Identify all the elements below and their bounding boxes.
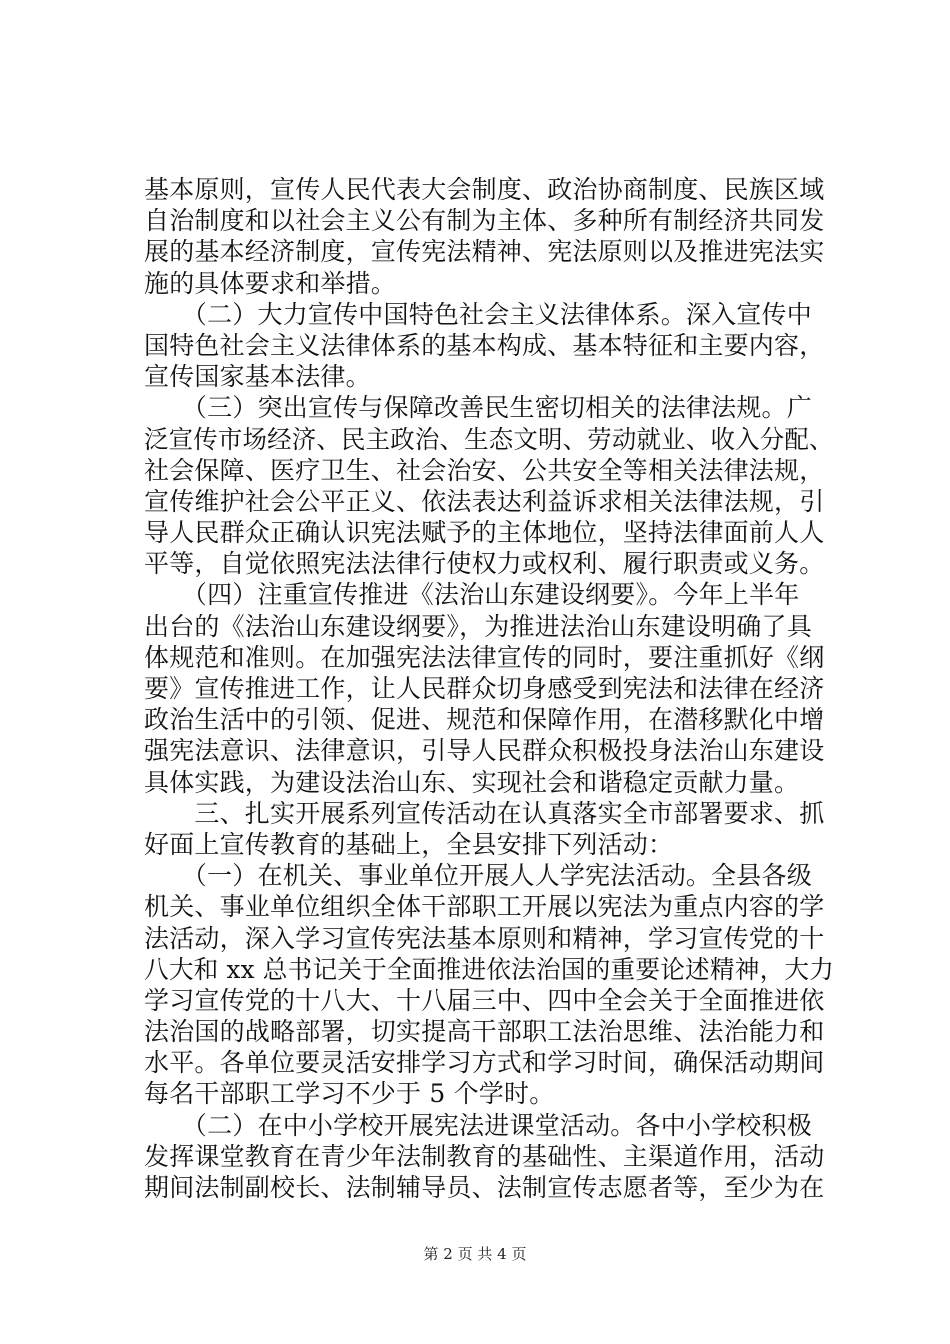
text-line: 发挥课堂教育在青少年法制教育的基础性、主渠道作用，活动 [144, 1141, 825, 1171]
text-line: 国特色社会主义法律体系的基本构成、基本特征和主要内容， [144, 330, 825, 360]
text-line: 八大和 xx 总书记关于全面推进依法治国的重要论述精神，大力 [144, 954, 835, 984]
text-line: 体规范和准则。在加强宪法法律宣传的同时，要注重抓好《纲 [144, 642, 825, 672]
text-line: 具体实践，为建设法治山东、实现社会和谐稳定贡献力量。 [144, 767, 800, 797]
text-line: 每名干部职工学习不少于 5 个学时。 [144, 1079, 555, 1109]
text-line: （二）在中小学校开展宪法进课堂活动。各中小学校积极 [144, 1110, 812, 1140]
text-line: （四）注重宣传推进《法治山东建设纲要》。今年上半年 [144, 580, 800, 610]
text-line: 宣传国家基本法律。 [144, 362, 371, 392]
page-footer: 第 2 页 共 4 页 [423, 1245, 527, 1263]
text-line: 法治国的战略部署，切实提高干部职工法治思维、法治能力和 [144, 1017, 825, 1047]
text-line: 机关、事业单位组织全体干部职工开展以宪法为重点内容的学 [144, 892, 825, 922]
text-line: （一）在机关、事业单位开展人人学宪法活动。全县各级 [144, 861, 812, 891]
text-line: 强宪法意识、法律意识，引导人民群众积极投身法治山东建设 [144, 736, 825, 766]
text-line: 自治制度和以社会主义公有制为主体、多种所有制经济共同发 [144, 206, 825, 236]
text-line: 要》宣传推进工作，让人民群众切身感受到宪法和法律在经济 [144, 674, 825, 703]
text-line: 出台的《法治山东建设纲要》，为推进法治山东建设明确了具 [144, 611, 812, 641]
text-line: 施的具体要求和举措。 [144, 268, 397, 298]
text-line: 期间法制副校长、法制辅导员、法制宣传志愿者等，至少为在 [144, 1173, 825, 1202]
text-line: 好面上宣传教育的基础上，全县安排下列活动： [144, 829, 674, 859]
text-line: 泛宣传市场经济、民主政治、生态文明、劳动就业、收入分配、 [144, 424, 834, 454]
text-line: 展的基本经济制度，宣传宪法精神、宪法原则以及推进宪法实 [144, 237, 825, 267]
text-line: 宣传维护社会公平正义、依法表达利益诉求相关法律法规，引 [144, 486, 825, 516]
document-body [144, 174, 834, 1203]
text-line: （三）突出宣传与保障改善民生密切相关的法律法规。广 [144, 393, 812, 423]
text-line: 三、扎实开展系列宣传活动在认真落实全市部署要求、抓 [144, 798, 825, 828]
text-line: （二）大力宣传中国特色社会主义法律体系。深入宣传中 [144, 299, 812, 329]
text-line: 基本原则，宣传人民代表大会制度、政治协商制度、民族区域 [144, 175, 825, 204]
text-line: 平等，自觉依照宪法法律行使权力或权利、履行职责或义务。 [144, 549, 825, 579]
text-line: 导人民群众正确认识宪法赋予的主体地位，坚持法律面前人人 [144, 518, 825, 548]
text-line: 法活动，深入学习宣传宪法基本原则和精神，学习宣传党的十 [144, 923, 825, 953]
text-line: 学习宣传党的十八大、十八届三中、四中全会关于全面推进依 [144, 985, 825, 1015]
text-line: 水平。各单位要灵活安排学习方式和学习时间，确保活动期间 [144, 1048, 825, 1078]
text-line: 政治生活中的引领、促进、规范和保障作用，在潜移默化中增 [144, 705, 825, 735]
text-line: 社会保障、医疗卫生、社会治安、公共安全等相关法律法规， [144, 455, 825, 485]
